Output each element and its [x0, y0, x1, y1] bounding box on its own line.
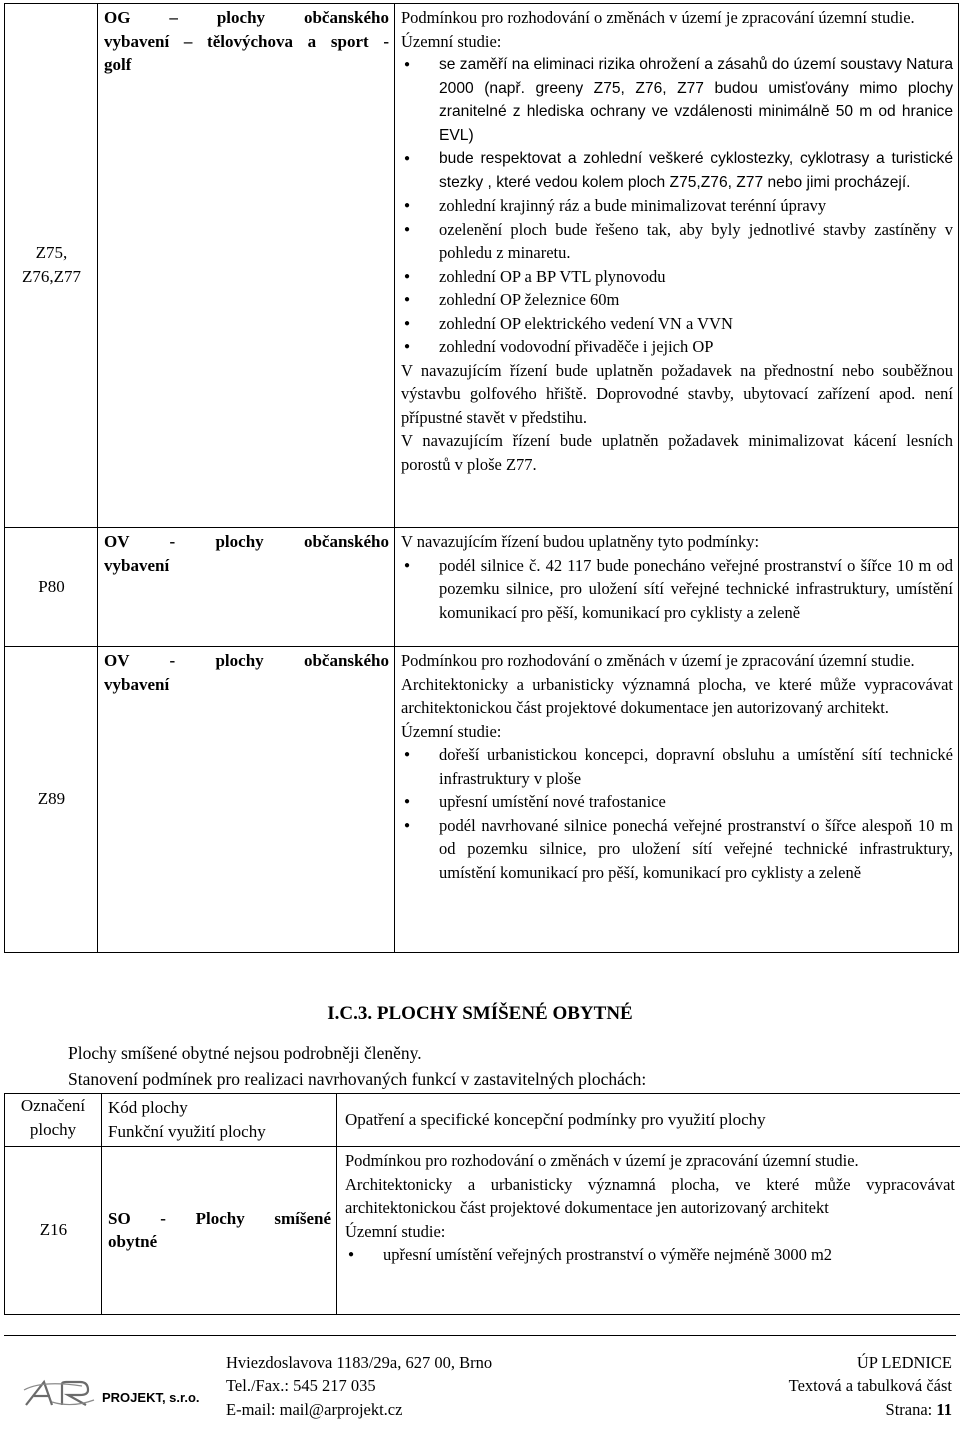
list-item: ● bude respektovat a zohlední veškeré cyklostezky, cyklotrasy a turistické stezky , které vedou kolem ploch Z75,Z76, Z77 nebo jimi procházejí. — [401, 147, 953, 194]
intro-text: Podmínkou pro rozhodování o změnách v území je zpracování územní studie. — [401, 8, 915, 27]
area-kind: OV - plochy občanského vybavení — [104, 532, 389, 575]
intro-text: Podmínkou pro rozhodování o změnách v území je zpracování územní studie. — [401, 651, 915, 670]
section-intro-line: Plochy smíšené obytné nejsou podrobněji členěny. — [68, 1043, 422, 1063]
footer-part: Textová a tabulková část — [788, 1376, 952, 1395]
bullet-list — [401, 743, 953, 884]
page-number: 11 — [936, 1400, 952, 1419]
footer-project: ÚP LEDNICE — [856, 1353, 952, 1372]
table-row — [5, 528, 959, 647]
paragraph: Architektonicky a urbanisticky významná plocha, ve které může vypracovávat architektonickou část projektové dokumentace jen autorizovaný architekt. — [401, 674, 953, 717]
list-item: ● se zaměří na eliminaci rizika ohrožení a zásahů do území soustavy Natura 2000 (např. greeny Z75, Z76, Z77 budou umisťovány mimo plochy zranitelné z hlediska ochrany ve vzdálenosti minimálně 50 m od hranice EVL) — [401, 53, 953, 147]
footer-divider — [4, 1335, 956, 1336]
footer-page — [886, 1398, 952, 1421]
table-row — [5, 647, 959, 953]
header-kind-label: Kód plochy Funkční využití plochy — [102, 1094, 337, 1147]
list-item: ● zohlední vodovodní přivaděče i jejich OP — [401, 335, 953, 359]
company-logo — [22, 1378, 222, 1408]
paragraph: Architektonicky a urbanisticky významná plocha, ve které může vypracovávat architektonickou část projektové dokumentace jen autorizovaný architekt — [345, 1174, 955, 1217]
list-item: ● podél navrhované silnice ponechá veřejné prostranství o šířce alespoň 10 m od pozemku silnice, pro uložení sítí veřejné technické infrastruktury, umístění komunikací pro pěší, komunikací pro cyklisty a zeleně — [401, 814, 953, 885]
header-area-label: Označení plochy — [5, 1094, 102, 1147]
area-code-cell — [5, 647, 98, 953]
list-item: ● zohlední OP železnice 60m — [401, 288, 953, 312]
page-label: Strana: — [885, 1400, 933, 1419]
area-code: Z75, Z76,Z77 — [21, 243, 82, 286]
area-kind: OV - plochy občanského vybavení — [104, 651, 389, 694]
section-intro-line: Stanovení podmínek pro realizaci navrhovaných funkcí v zastavitelných plochách: — [68, 1069, 647, 1089]
conditions-cell — [395, 528, 959, 647]
list-item: ● upřesní umístění nové trafostanice — [401, 790, 953, 814]
table-row — [5, 4, 959, 528]
area-kind: SO - Plochy smíšené obytné — [108, 1208, 331, 1251]
table-header-row — [5, 1094, 960, 1147]
list-item: ● dořeší urbanistickou koncepci, dopravní obsluhu a umístění sítí technické infrastruktury v ploše — [401, 743, 953, 790]
paragraph: V navazujícím řízení bude uplatněn požadavek minimalizovat kácení lesních porostů v ploše Z77. — [401, 431, 953, 474]
list-item: ● zohlední OP elektrického vedení VN a VVN — [401, 312, 953, 336]
conditions-table-2 — [4, 1093, 960, 1315]
footer-phone: Tel./Fax.: 545 217 035 — [226, 1376, 376, 1395]
list-item: ● ozelenění ploch bude řešeno tak, aby byly jednotlivé stavby zastíněny v pohledu z minaretu. — [401, 218, 953, 265]
study-label: Územní studie: — [345, 1221, 446, 1241]
header-conditions-label: Opatření a specifické koncepční podmínky pro využití plochy — [337, 1094, 960, 1147]
area-code: P80 — [38, 576, 65, 596]
area-code-cell — [5, 1147, 102, 1315]
area-code-cell — [5, 4, 98, 528]
area-code: Z89 — [37, 789, 66, 809]
area-code-cell — [5, 528, 98, 647]
area-kind-cell — [98, 647, 395, 953]
list-item: ● upřesní umístění veřejných prostranství o výměře nejméně 3000 m2 — [345, 1243, 955, 1267]
conditions-cell — [395, 4, 959, 528]
area-kind-cell — [102, 1147, 337, 1315]
intro-text: Podmínkou pro rozhodování o změnách v území je zpracování územní studie. — [345, 1151, 859, 1170]
bullet-list — [401, 53, 953, 359]
conditions-cell — [337, 1147, 960, 1315]
list-item: ● zohlední OP a BP VTL plynovodu — [401, 265, 953, 289]
conditions-table-1 — [4, 3, 959, 953]
area-kind-cell — [98, 528, 395, 647]
intro-text: V navazujícím řízení budou uplatněny tyto podmínky: — [401, 532, 760, 551]
study-label: Územní studie: — [401, 31, 502, 51]
footer-address: Hviezdoslavova 1183/29a, 627 00, Brno — [226, 1353, 493, 1372]
list-item: ● zohlední krajinný ráz a bude minimalizovat terénní úpravy — [401, 194, 953, 218]
logo-graphic — [22, 1378, 222, 1408]
area-kind: OG – plochy občanského vybavení – tělovýchova a sport - golf — [104, 8, 389, 74]
footer-email[interactable]: E-mail: mail@arprojekt.cz — [226, 1400, 403, 1419]
section-heading: I.C.3. PLOCHY SMÍŠENÉ OBYTNÉ — [327, 1003, 633, 1024]
paragraph: V navazujícím řízení bude uplatněn požadavek na přednostní nebo souběžnou výstavbu golfového hřiště. Doprovodné stavby, ubytovací zařízení apod. není přípustné stavět v předstihu. — [401, 360, 953, 427]
table-row — [5, 1147, 960, 1315]
area-code: Z16 — [39, 1220, 68, 1240]
bullet-list — [345, 1243, 955, 1267]
study-label: Územní studie: — [401, 721, 502, 741]
conditions-cell — [395, 647, 959, 953]
bullet-list — [401, 554, 953, 625]
logo-text: PROJEKT, s.r.o. — [102, 1390, 200, 1405]
list-item: ● podél silnice č. 42 117 bude ponecháno veřejné prostranství o šířce 10 m od pozemku silnice, pro uložení sítí veřejné technické infrastruktury, umístění komunikací pro pěší, komunikací pro cyklisty a zeleně — [401, 554, 953, 625]
area-kind-cell — [98, 4, 395, 528]
